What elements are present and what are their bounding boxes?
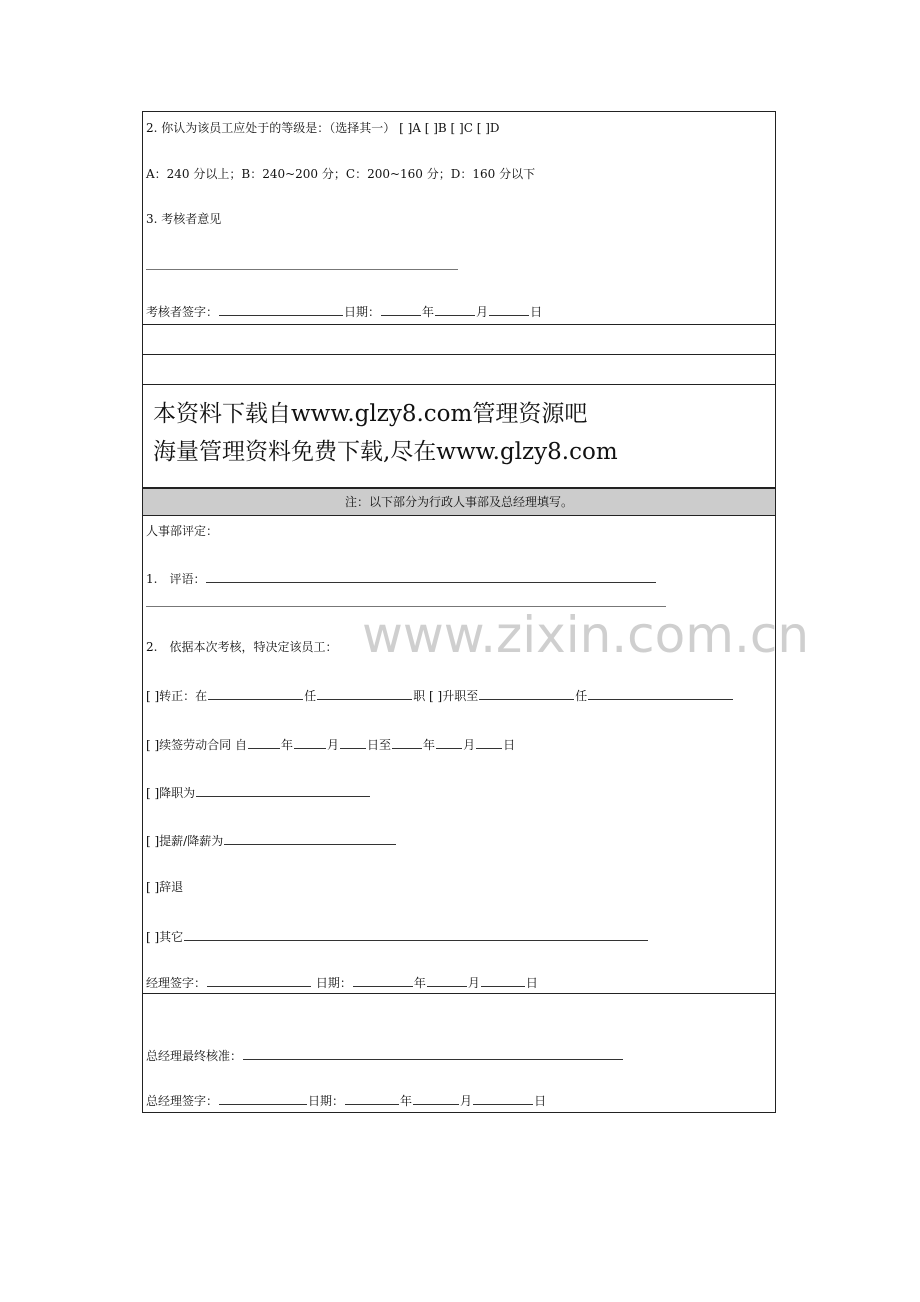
renew-year2-label: 年 bbox=[423, 738, 436, 752]
renew-day2-field[interactable] bbox=[476, 736, 502, 749]
empty-row-2 bbox=[142, 354, 776, 385]
grade-question: 2. 你认为该员工应处于的等级是：（选择其一） [ ]A [ ]B [ ]C [ ]D bbox=[146, 121, 500, 135]
gm-sign-row bbox=[146, 1092, 546, 1108]
demote-checkbox-label[interactable]: [ ]降职为 bbox=[146, 786, 196, 800]
note-row bbox=[142, 488, 776, 516]
salary-field[interactable] bbox=[224, 832, 396, 845]
manager-sign-field[interactable] bbox=[207, 974, 311, 987]
hr-title: 人事部评定： bbox=[146, 524, 219, 538]
salary-checkbox-label[interactable]: [ ]提薪/降薪为 bbox=[146, 834, 224, 848]
comment-row bbox=[146, 570, 657, 586]
evaluator-sign-row bbox=[146, 303, 542, 319]
renew-year2-field[interactable] bbox=[392, 736, 422, 749]
gm-month-label: 月 bbox=[460, 1094, 473, 1108]
renew-checkbox-label[interactable]: [ ]续签劳动合同 自 bbox=[146, 738, 247, 752]
dismiss-option[interactable]: [ ]辞退 bbox=[146, 880, 184, 894]
demote-field[interactable] bbox=[196, 784, 370, 797]
empty-row-1 bbox=[142, 324, 776, 355]
year-label: 年 bbox=[422, 305, 435, 319]
renew-year-label: 年 bbox=[281, 738, 294, 752]
month-field[interactable] bbox=[435, 303, 475, 316]
manager-sign-row bbox=[146, 974, 538, 990]
promote-post-field[interactable] bbox=[588, 687, 733, 700]
download-banner bbox=[142, 384, 776, 488]
comment-label: 1. 评语： bbox=[146, 572, 206, 586]
gm-approval-field[interactable] bbox=[243, 1047, 623, 1060]
manager-sign-label: 经理签字： bbox=[146, 976, 207, 990]
regular-post-field[interactable] bbox=[317, 687, 412, 700]
evaluator-opinion-heading: 3. 考核者意见 bbox=[146, 212, 222, 226]
opinion-line[interactable] bbox=[146, 269, 458, 270]
gm-approval-label: 总经理最终核准： bbox=[146, 1049, 243, 1063]
renew-year-field[interactable] bbox=[248, 736, 280, 749]
grade-ranges: A：240 分以上；B：240~200 分；C：200~160 分；D：160 分以下 bbox=[146, 167, 536, 181]
gm-sign-field[interactable] bbox=[219, 1092, 307, 1105]
renew-day-field[interactable] bbox=[340, 736, 366, 749]
gm-approval-row bbox=[146, 1047, 624, 1063]
renew-month-label: 月 bbox=[327, 738, 340, 752]
renew-row bbox=[146, 736, 515, 752]
manager-year-label: 年 bbox=[413, 976, 426, 990]
comment-field[interactable] bbox=[206, 570, 656, 583]
decision-label: 2. 依据本次考核，特决定该员工： bbox=[146, 640, 338, 654]
month-label: 月 bbox=[476, 305, 489, 319]
manager-day-label: 日 bbox=[525, 976, 538, 990]
gm-year-field[interactable] bbox=[345, 1092, 399, 1105]
regular-row bbox=[146, 687, 734, 703]
evaluator-sign-label: 考核者签字： bbox=[146, 305, 219, 319]
regular-checkbox-label[interactable]: [ ]转正：在 bbox=[146, 689, 208, 703]
renew-month-field[interactable] bbox=[294, 736, 326, 749]
gm-day-field[interactable] bbox=[473, 1092, 533, 1105]
manager-day-field[interactable] bbox=[481, 974, 525, 987]
manager-year-field[interactable] bbox=[353, 974, 413, 987]
watermark: www.zixin.com.cn bbox=[362, 606, 810, 664]
renew-month2-field[interactable] bbox=[436, 736, 462, 749]
other-row bbox=[146, 928, 649, 944]
day-label: 日 bbox=[530, 305, 543, 319]
evaluator-sign-field[interactable] bbox=[219, 303, 343, 316]
manager-month-field[interactable] bbox=[427, 974, 467, 987]
promote-post-label: 任 bbox=[575, 689, 588, 703]
banner-line-1: 本资料下载自www.glzy8.com管理资源吧 bbox=[153, 401, 588, 427]
year-field[interactable] bbox=[381, 303, 421, 316]
renew-month2-label: 月 bbox=[463, 738, 476, 752]
day-field[interactable] bbox=[489, 303, 529, 316]
promote-dept-field[interactable] bbox=[479, 687, 574, 700]
manager-date-label: 日期： bbox=[315, 976, 352, 990]
gm-date-label: 日期： bbox=[308, 1094, 345, 1108]
banner-line-2: 海量管理资料免费下载,尽在www.glzy8.com bbox=[153, 439, 618, 465]
gm-sign-label: 总经理签字： bbox=[146, 1094, 219, 1108]
other-field[interactable] bbox=[184, 928, 648, 941]
demote-row bbox=[146, 784, 371, 800]
gm-month-field[interactable] bbox=[413, 1092, 459, 1105]
promote-checkbox-label[interactable]: 职 [ ]升职至 bbox=[413, 689, 479, 703]
gm-section bbox=[142, 993, 776, 1113]
regular-dept-field[interactable] bbox=[208, 687, 303, 700]
manager-month-label: 月 bbox=[467, 976, 480, 990]
renew-day-to-label: 日至 bbox=[367, 738, 392, 752]
hr-section bbox=[142, 515, 776, 994]
note-text: 注：以下部分为行政人事部及总经理填写。 bbox=[344, 495, 573, 509]
date-label: 日期： bbox=[344, 305, 381, 319]
other-checkbox-label[interactable]: [ ]其它 bbox=[146, 930, 184, 944]
gm-day-label: 日 bbox=[534, 1094, 547, 1108]
renew-day2-label: 日 bbox=[503, 738, 516, 752]
salary-row bbox=[146, 832, 397, 848]
evaluator-section bbox=[142, 111, 776, 325]
gm-year-label: 年 bbox=[400, 1094, 413, 1108]
regular-post-label: 任 bbox=[304, 689, 317, 703]
